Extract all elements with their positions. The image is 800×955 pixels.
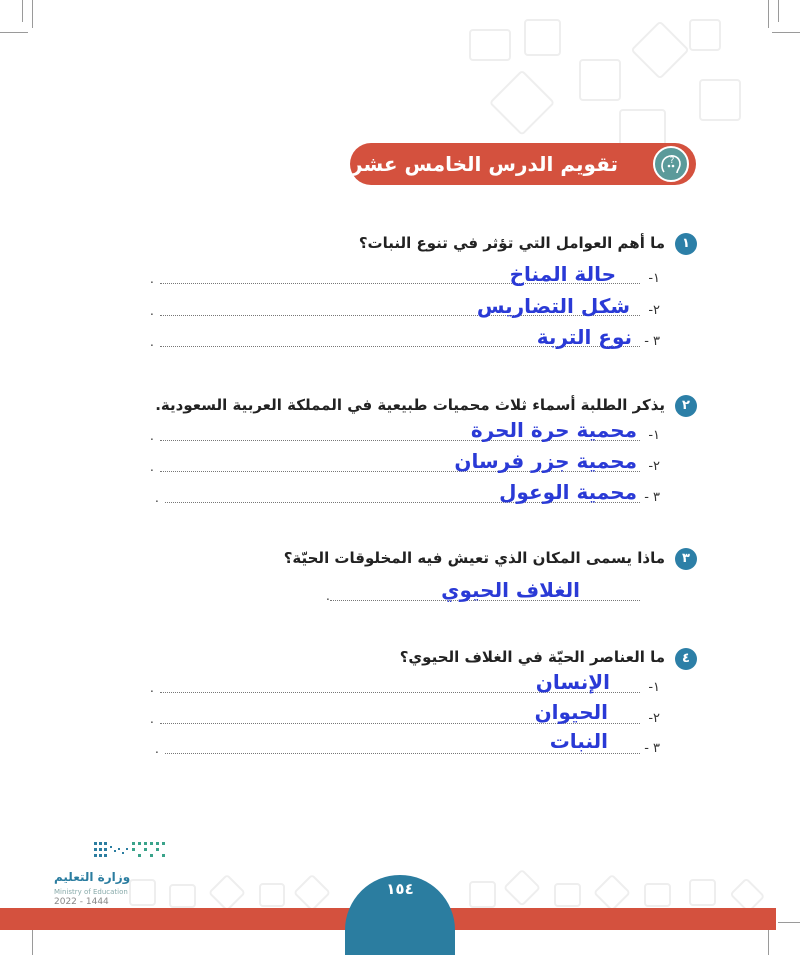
q1-item-3-index: ٣ -: [644, 334, 660, 349]
q1-item-3-answer: نوع التربة: [536, 325, 632, 349]
crop-mark-tl-h: [0, 32, 28, 33]
page-number: ١٥٤: [386, 880, 414, 898]
q3-answer-end: .: [326, 589, 330, 603]
ministry-name-ar: وزارة التعليم: [54, 870, 131, 884]
q4-item-1-end: .: [150, 681, 154, 695]
question-1-text: ما أهم العوامل التي تؤثر في تنوع النبات؟: [358, 234, 665, 252]
q4-item-2-index: ٢-: [648, 711, 660, 726]
question-number-4: ٤: [675, 648, 697, 670]
lesson-review-banner: [350, 143, 696, 185]
q2-item-1-answer: محمية حرة الحرة: [470, 418, 637, 442]
q1-item-1-index: ١-: [648, 271, 660, 286]
question-head-icon: [653, 146, 689, 182]
question-number-2: ٢: [675, 395, 697, 417]
q4-item-3-line: [165, 753, 640, 754]
crop-mark-br-h: [778, 922, 800, 923]
q4-item-1-answer: الإنسان: [535, 670, 610, 694]
q4-item-1-index: ١-: [648, 680, 660, 695]
q4-item-2-answer: الحيوان: [534, 700, 608, 724]
question-4-text: ما العناصر الحيّة في الغلاف الحيوي؟: [399, 648, 665, 666]
question-3-text: ماذا يسمى المكان الذي تعيش فيه المخلوقات الحيّة؟: [283, 549, 665, 567]
q1-item-1-answer: حالة المناخ: [509, 262, 616, 286]
q1-item-2-end: .: [150, 304, 154, 318]
crop-mark-tr-v: [768, 0, 769, 28]
crop-mark-tl-v: [32, 0, 33, 28]
q1-item-1-end: .: [150, 272, 154, 286]
ministry-name-en: Ministry of Education: [54, 888, 128, 896]
q4-item-3-index: ٣ -: [644, 741, 660, 756]
question-number-1: ١: [675, 233, 697, 255]
q1-item-3-end: .: [150, 335, 154, 349]
crop-mark-tr-h: [772, 32, 800, 33]
q4-item-3-end: .: [155, 742, 159, 756]
q3-answer: الغلاف الحيوي: [441, 578, 580, 602]
question-number-3: ٣: [675, 548, 697, 570]
page-title: تقويم الدرس الخامس عشر: [351, 152, 618, 176]
q4-item-2-end: .: [150, 712, 154, 726]
ministry-logo: [92, 838, 170, 868]
crop-mark-tr-v2: [778, 0, 779, 22]
crop-mark-br-v: [768, 930, 769, 955]
crop-mark-bl-v: [32, 930, 33, 955]
question-2-text: يذكر الطلبة أسماء ثلاث محميات طبيعية في المملكة العربية السعودية.: [155, 396, 665, 414]
q1-item-2-index: ٢-: [648, 303, 660, 318]
q2-item-2-answer: محمية جزر فرسان: [454, 449, 637, 473]
q1-item-2-answer: شكل التضاريس: [476, 294, 630, 318]
q2-item-3-end: .: [155, 491, 159, 505]
q2-item-2-end: .: [150, 460, 154, 474]
edition-year: 2022 - 1444: [54, 897, 109, 907]
q2-item-3-answer: محمية الوعول: [499, 480, 637, 504]
q2-item-3-index: ٣ -: [644, 490, 660, 505]
svg-text:?: ?: [669, 156, 675, 166]
crop-mark-tl-v2: [22, 0, 23, 22]
q4-item-3-answer: النبات: [549, 729, 608, 753]
q2-item-1-index: ١-: [648, 428, 660, 443]
q2-item-2-index: ٢-: [648, 459, 660, 474]
q2-item-1-end: .: [150, 429, 154, 443]
